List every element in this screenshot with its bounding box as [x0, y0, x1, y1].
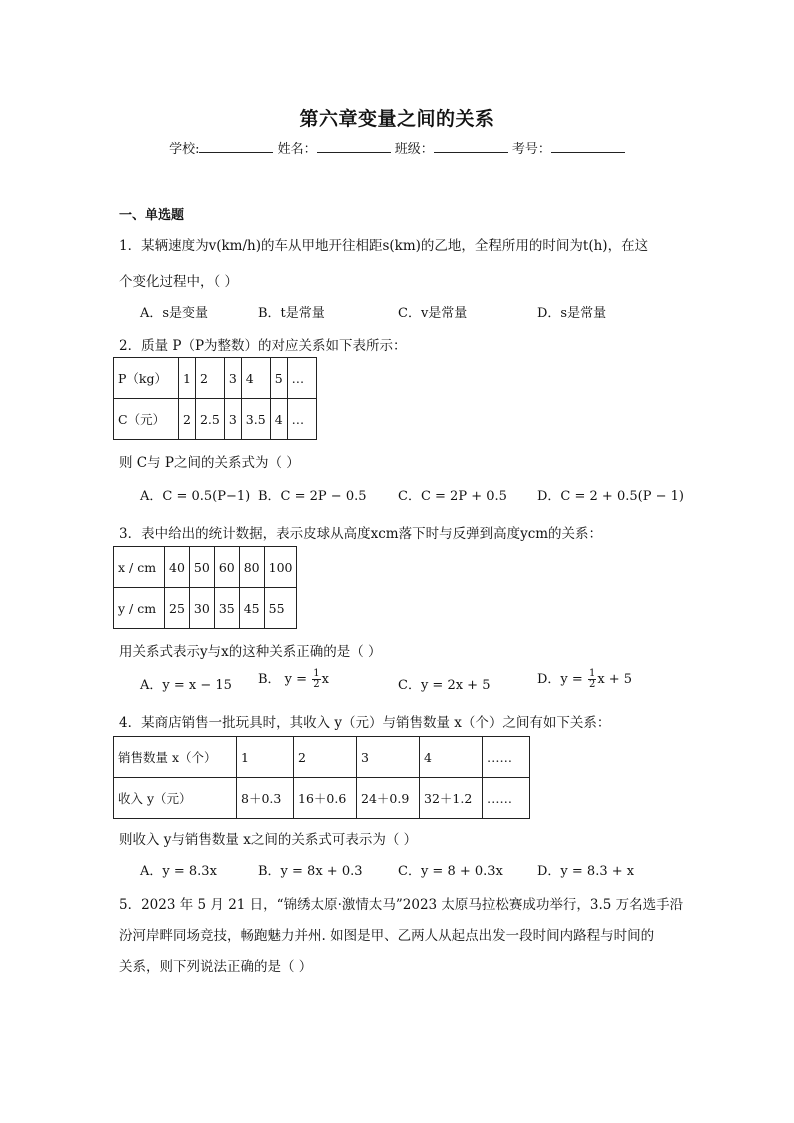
q1-option-d[interactable]: D．s是常量: [537, 306, 607, 321]
q4-table: [113, 736, 530, 819]
table-row: [114, 547, 297, 588]
table-row: [114, 737, 530, 778]
q2-option-b[interactable]: B．C = 2P − 0.5: [258, 489, 367, 504]
table-cell: P（kg）: [114, 358, 179, 399]
table-cell: 35: [214, 588, 239, 629]
q4-option-b[interactable]: B．y = 8x + 0.3: [258, 864, 363, 879]
name-blank[interactable]: [317, 140, 391, 153]
exam-no-blank[interactable]: [551, 140, 625, 153]
q3-option-d[interactable]: D．y = $\frac{1}{2}$ x + 5: [537, 668, 633, 690]
table-cell: 2: [179, 399, 196, 440]
table-cell: ……: [483, 778, 530, 819]
table-cell: 40: [165, 547, 190, 588]
q3-option-b[interactable]: B． y = $\frac{1}{2}$ x: [258, 668, 329, 690]
q4-stem: 4．某商店销售一批玩具时，其收入 y（元）与销售数量 x（个）之间有如下关系：: [119, 715, 611, 731]
table-cell: 30: [189, 588, 214, 629]
name-label: 姓名：: [277, 142, 317, 157]
q2-option-a[interactable]: A．C = 0.5(P−1): [140, 489, 251, 504]
q3-stem: 3．表中给出的统计数据，表示皮球从高度xcm落下时与反弹到高度ycm的关系：: [119, 526, 603, 542]
table-cell: …: [287, 358, 316, 399]
table-cell: 100: [264, 547, 297, 588]
q2-option-d[interactable]: D．C = 2 + 0.5(P − 1): [537, 489, 684, 504]
q1-line1: 1．某辆速度为v(km/h)的车从甲地开往相距s(km)的乙地，全程所用的时间为t(h)，在这: [119, 238, 649, 254]
q1-option-b[interactable]: B．t是常量: [258, 306, 325, 321]
page-title: 第六章变量之间的关系: [299, 108, 495, 130]
table-cell: C（元）: [114, 399, 179, 440]
table-cell: 4: [241, 358, 270, 399]
table-cell: 8＋0.3: [237, 778, 294, 819]
q4-ask: 则收入 y与销售数量 x之间的关系式可表示为（ ）: [119, 832, 418, 848]
table-row: [114, 588, 297, 629]
table-cell: 45: [239, 588, 264, 629]
section-heading: 一、单选题: [119, 208, 185, 223]
table-cell: 3: [357, 737, 420, 778]
table-cell: y / cm: [114, 588, 165, 629]
table-cell: 50: [189, 547, 214, 588]
q5-line2: 汾河岸畔同场竞技，畅跑魅力并州. 如图是甲、乙两人从起点出发一段时间内路程与时间的: [119, 928, 655, 944]
table-cell: 收入 y（元）: [114, 778, 237, 819]
table-cell: 3.5: [241, 399, 270, 440]
table-cell: 1: [237, 737, 294, 778]
table-row: [114, 399, 317, 440]
q4-option-c[interactable]: C．y = 8 + 0.3x: [398, 864, 503, 879]
q3-option-c[interactable]: C．y = 2x + 5: [398, 678, 491, 693]
student-info-line: [0, 138, 794, 157]
q1-line2: 个变化过程中，（ ）: [119, 274, 239, 290]
q2-option-c[interactable]: C．C = 2P + 0.5: [398, 489, 507, 504]
table-cell: 2: [294, 737, 357, 778]
q4-option-a[interactable]: A．y = 8.3x: [140, 864, 217, 879]
table-cell: 3: [224, 399, 241, 440]
table-cell: …: [287, 399, 316, 440]
q1-option-a[interactable]: A．s是变量: [140, 306, 209, 321]
q3-ask: 用关系式表示y与x的这种关系正确的是（ ）: [119, 644, 382, 660]
table-cell: 25: [165, 588, 190, 629]
q2-table: [113, 357, 317, 440]
q2-ask: 则 C与 P之间的关系式为（ ）: [119, 455, 300, 471]
table-cell: 2: [195, 358, 224, 399]
table-cell: 24＋0.9: [357, 778, 420, 819]
q5-line3: 关系，则下列说法正确的是（ ）: [119, 959, 313, 975]
table-cell: 4: [270, 399, 287, 440]
table-cell: 16＋0.6: [294, 778, 357, 819]
table-cell: 60: [214, 547, 239, 588]
fraction-one-half: $\frac{1}{2}$: [588, 668, 596, 690]
exam-no-label: 考号：: [511, 142, 551, 157]
school-blank[interactable]: [199, 140, 273, 153]
table-cell: 5: [270, 358, 287, 399]
table-cell: 80: [239, 547, 264, 588]
class-label: 班级：: [394, 142, 434, 157]
school-label: 学校:: [169, 142, 200, 157]
table-cell: 4: [420, 737, 483, 778]
table-row: [114, 358, 317, 399]
q5-line1: 5．2023 年 5 月 21 日，“锦绣太原·激情太马”2023 太原马拉松赛成功举行，3.5 万名选手沿: [119, 897, 684, 913]
table-cell: 1: [179, 358, 196, 399]
q1-option-c[interactable]: C．v是常量: [398, 306, 468, 321]
table-cell: 32＋1.2: [420, 778, 483, 819]
table-cell: 2.5: [195, 399, 224, 440]
fraction-one-half: $\frac{1}{2}$: [313, 668, 320, 690]
q3-option-a[interactable]: A．y = x − 15: [140, 678, 232, 693]
table-cell: 3: [224, 358, 241, 399]
table-cell: 55: [264, 588, 297, 629]
q4-option-d[interactable]: D．y = 8.3 + x: [537, 864, 635, 879]
table-cell: x / cm: [114, 547, 165, 588]
table-cell: ……: [483, 737, 530, 778]
q2-stem: 2．质量 P（P为整数）的对应关系如下表所示：: [119, 338, 407, 354]
table-row: [114, 778, 530, 819]
class-blank[interactable]: [434, 140, 508, 153]
q3-table: [113, 546, 297, 629]
table-cell: 销售数量 x（个）: [114, 737, 237, 778]
